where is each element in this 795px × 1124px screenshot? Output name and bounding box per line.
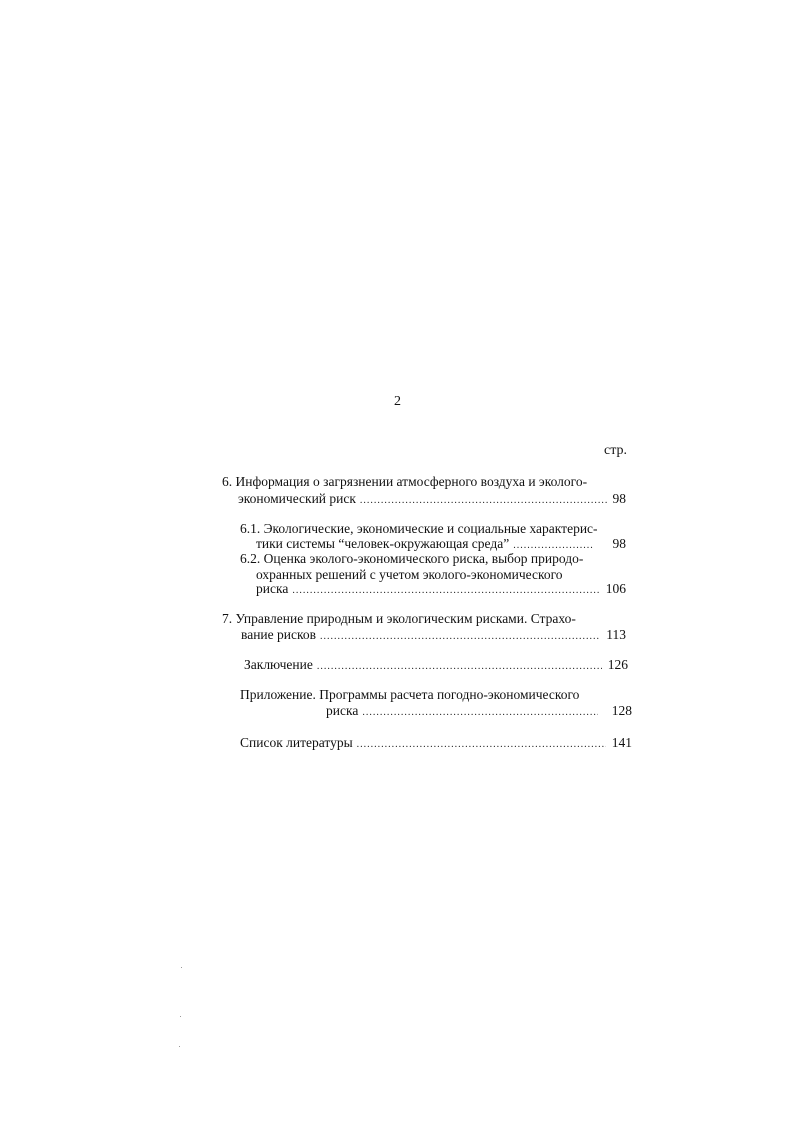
toc-entry-leader-line (240, 734, 632, 753)
toc-entry-title-line: 6.1. Экологические, экономические и социальные характерис- (240, 521, 598, 536)
toc-entry-title-line: 7. Управление природным и экологическим рисками. Страхо- (222, 611, 576, 626)
toc-page-number: 141 (611, 735, 632, 750)
scan-speck (181, 967, 182, 968)
toc-entry-title-line: Приложение. Программы расчета погодно-экономического (240, 687, 580, 702)
toc-entry-title-line: 6. Информация о загрязнении атмосферного воздуха и эколого- (222, 474, 588, 489)
toc-entry-leader-line (238, 490, 626, 509)
dot-leader (360, 492, 607, 509)
dot-leader (320, 628, 600, 645)
dot-leader (317, 658, 602, 675)
dot-leader (357, 736, 606, 753)
toc-entry-leader-line (244, 656, 628, 675)
toc-entry-leader-line (256, 580, 626, 599)
page-number: 2 (394, 394, 401, 409)
toc-page-number: 98 (612, 491, 626, 506)
toc-entry-title-line: риска (256, 581, 289, 596)
dot-leader (292, 582, 599, 599)
toc-page-number: 98 (612, 536, 626, 551)
toc-entry-title-line: охранных решений с учетом эколого-экономического (256, 567, 563, 582)
toc-entry-title-line: Заключение (244, 657, 313, 672)
toc-page-number: 128 (611, 703, 632, 718)
toc-entry-title-line: тики системы “человек-окружающая среда” (256, 536, 510, 551)
toc-entry-leader-line (241, 626, 626, 645)
toc-entry-title-line: Список литературы (240, 735, 353, 750)
scan-speck (179, 1046, 180, 1047)
page-column-label: стр. (604, 443, 628, 458)
toc-entry-title-line: экономический риск (238, 491, 356, 506)
toc-page-number: 106 (605, 581, 626, 596)
toc-page-number: 113 (606, 627, 626, 642)
toc-entry-title-line: риска (326, 703, 359, 718)
scan-speck (180, 1016, 181, 1017)
toc-page-number: 126 (607, 657, 628, 672)
toc-entry-title-line: 6.2. Оценка эколого-экономического риска, выбор природо- (240, 551, 584, 566)
dot-leader (362, 704, 597, 721)
toc-entry-title-line: вание рисков (241, 627, 316, 642)
toc-entry-leader-line (326, 702, 632, 721)
